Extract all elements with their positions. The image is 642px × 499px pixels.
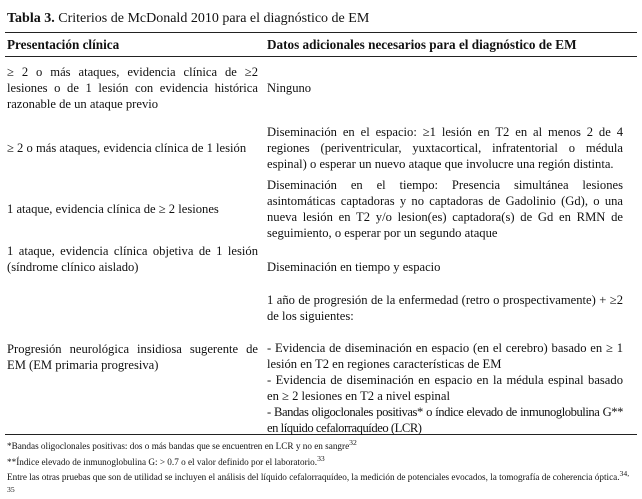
- row-4-presentation: 1 ataque, evidencia clínica objetiva de 1 lesión (síndrome clínico aislado): [7, 244, 258, 274]
- table-caption: [7, 11, 369, 27]
- footnote-1-text: *Bandas oligoclonales positivas: dos o más bandas que se encuentren en LCR y no en sangre: [7, 441, 350, 452]
- row-1-data-line: Ninguno: [267, 81, 312, 95]
- footnote-2-ref: 33: [317, 453, 325, 463]
- header-presentation: Presentación clínica: [7, 37, 120, 52]
- table-title: Criterios de McDonald 2010 para el diagnóstico de EM: [58, 11, 370, 26]
- row-3-data: [267, 177, 623, 241]
- row-4-data-line: Diseminación en tiempo y espacio: [267, 260, 441, 274]
- row-5-data-item: - Evidencia de diseminación en espacio (en el cerebro) basado en ≥ 1 lesión en T2 en regiones características de EM: [267, 341, 623, 371]
- row-3-data-line: Diseminación en el tiempo: Presencia simultánea lesiones asintomáticas captadoras y no captadoras de Gadolinio (Gd), o una nueva lesión en T2 y/o lesion(es) captadora(s) de Gd en RMN de seguimiento, o esperar por un segundo ataque: [267, 178, 623, 240]
- header-rule: [5, 56, 637, 57]
- row-5-data: [267, 292, 623, 436]
- header-additional-data: Datos adicionales necesarios para el diagnóstico de EM: [267, 37, 577, 52]
- top-rule: [5, 32, 637, 33]
- footnote-3: [7, 468, 635, 499]
- footnote-1-ref: 32: [349, 438, 357, 447]
- footnote-2: [7, 453, 635, 469]
- row-3-presentation: 1 ataque, evidencia clínica de ≥ 2 lesiones: [7, 202, 219, 216]
- bottom-rule: [5, 434, 637, 435]
- row-5-data-item: - Evidencia de diseminación en espacio en la médula espinal basado en ≥ 2 lesiones en T2 a nivel espinal: [267, 373, 623, 403]
- row-1-data: [267, 80, 623, 96]
- footnote-1: [7, 437, 635, 453]
- row-5-data-intro: 1 año de progresión de la enfermedad (retro o prospectivamente) + ≥2 de los siguientes:: [267, 293, 623, 323]
- row-2-presentation: ≥ 2 o más ataques, evidencia clínica de 1 lesión: [7, 141, 247, 155]
- row-1-presentation: ≥ 2 o más ataques, evidencia clínica de ≥2 lesiones o de 1 lesión con evidencia histórica razonable de un ataque previo: [7, 65, 258, 111]
- footnote-2-text: **Índice elevado de inmunoglobulina G: > 0.7 o el valor definido por el laboratorio.: [7, 456, 318, 467]
- row-5-presentation: Progresión neurológica insidiosa sugerente de EM (EM primaria progresiva): [7, 342, 258, 372]
- row-2-data-line: Diseminación en el espacio: ≥1 lesión en T2 en al menos 2 de 4 regiones (periventricular, yuxtacortical, infratentorial o médula espinal) o esperar un nuevo ataque que involucre una región distinta.: [267, 125, 623, 171]
- table-number: Tabla 3.: [7, 11, 55, 26]
- footnote-3-ref: 34, 35: [7, 469, 630, 494]
- row-2-data: [267, 124, 623, 172]
- footnotes: [7, 437, 635, 499]
- row-5-data-item: - Bandas oligoclonales positivas* o índice elevado de inmunoglobulina G** en líquido cefalorraquídeo (LCR): [267, 405, 623, 435]
- row-4-data: [267, 259, 623, 275]
- footnote-3-text: Entre las otras pruebas que son de utilidad se incluyen el análisis del líquido cefalorraquídeo, la medición de potenciales evocados, la tomografía de coherencia óptica.: [7, 472, 620, 483]
